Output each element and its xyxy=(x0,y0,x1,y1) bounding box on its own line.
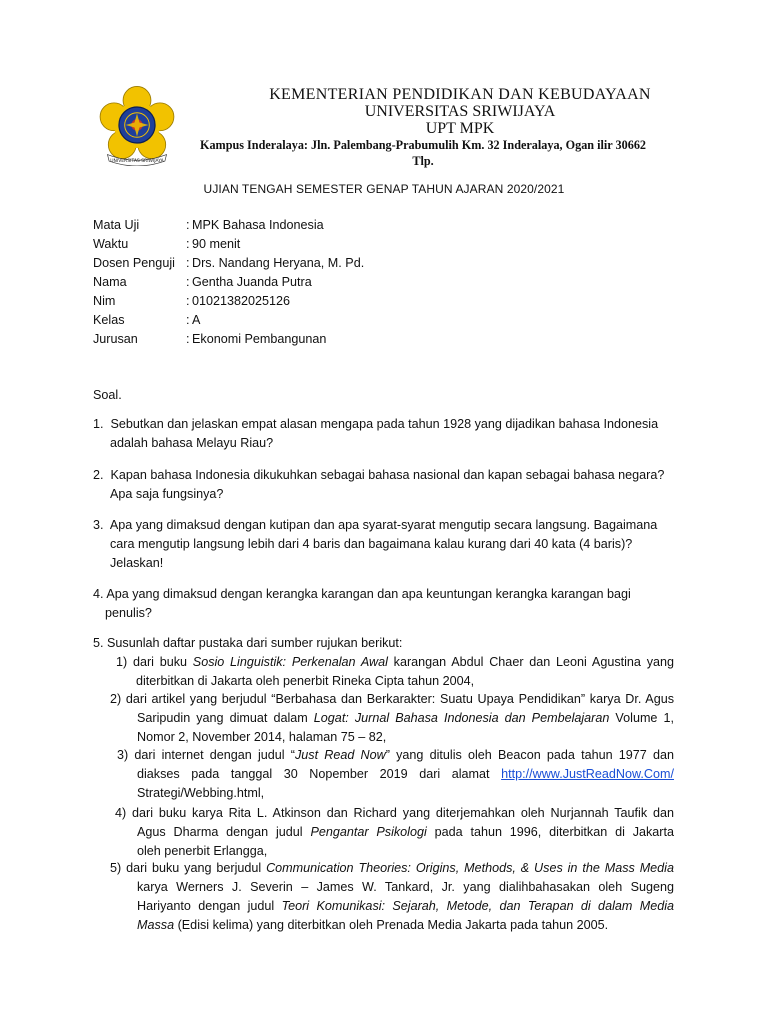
question-text: Kapan bahasa Indonesia dikukuhkan sebagai bahasa nasional dan kapan sebagai bahasa negara? xyxy=(110,468,665,482)
info-separator: : xyxy=(186,275,190,289)
reference-journal: Logat: Jurnal Bahasa Indonesia dan Pembelajaran xyxy=(313,711,610,725)
info-row-class xyxy=(93,311,364,330)
reference-title: Massa xyxy=(137,918,175,932)
question-number: 5. xyxy=(93,636,104,650)
question-number: 2. xyxy=(93,468,104,482)
info-separator: : xyxy=(186,313,190,327)
question-text: Susunlah daftar pustaka dari sumber rujukan berikut: xyxy=(107,636,403,650)
info-value: 01021382025126 xyxy=(192,294,291,308)
reference-text: Volume 1, xyxy=(609,711,674,725)
reference-number: 3) xyxy=(117,748,129,762)
reference-2 xyxy=(110,690,674,747)
reference-number: 4) xyxy=(115,806,127,820)
reference-5 xyxy=(110,859,674,935)
question-number: 4. xyxy=(93,587,104,601)
info-separator: : xyxy=(186,332,190,346)
student-info xyxy=(93,216,364,349)
question-text-cont: penulis? xyxy=(105,606,152,620)
info-label: Nim xyxy=(93,294,116,308)
reference-3 xyxy=(117,746,674,803)
info-label: Jurusan xyxy=(93,332,138,346)
reference-title: Sosio Linguistik: Perkenalan Awal xyxy=(192,655,388,669)
reference-1 xyxy=(116,653,674,691)
info-value: Gentha Juanda Putra xyxy=(192,275,312,289)
question-text: Apa yang dimaksud dengan kerangka karangan dan apa keuntungan kerangka karangan bagi xyxy=(106,587,631,601)
reference-text: karangan Abdul Chaer dan Leoni Agustina yang xyxy=(387,655,674,669)
reference-text-cont: oleh penerbit Erlangga, xyxy=(137,844,268,858)
info-row-name xyxy=(93,273,364,292)
letterhead-ministry: KEMENTERIAN PENDIDIKAN DAN KEBUDAYAAN xyxy=(269,86,651,103)
question-text-cont: Jelaskan! xyxy=(110,556,164,570)
question-5 xyxy=(93,634,402,653)
info-value: A xyxy=(192,313,201,327)
question-text: Sebutkan dan jelaskan empat alasan mengapa pada tahun 1928 yang dijadikan bahasa Indonesia xyxy=(110,417,659,431)
info-value: 90 menit xyxy=(192,237,241,251)
reference-text: dari artikel yang berjudul “Berbahasa dan Berkarakter: Suatu Upaya Pendidikan” karya Dr. Agus xyxy=(125,692,674,706)
reference-text: Saripudin yang dimuat dalam xyxy=(137,711,314,725)
reference-text-cont: karya Werners J. Severin – James W. Tankard, Jr. yang dialihbahasakan oleh Sugeng xyxy=(137,880,674,894)
question-text: Apa yang dimaksud dengan kutipan dan apa syarat-syarat mengutip secara langsung. Bagaimana xyxy=(109,518,658,532)
reference-text-cont: Nomor 2, November 2014, halaman 75 – 82, xyxy=(137,730,387,744)
info-separator: : xyxy=(186,218,190,232)
reference-title: Just Read Now xyxy=(294,748,386,762)
letterhead-university: UNIVERSITAS SRIWIJAYA xyxy=(364,103,556,120)
info-separator: : xyxy=(186,237,190,251)
letterhead-address-line2: Tlp. xyxy=(412,154,434,168)
info-label: Waktu xyxy=(93,237,129,251)
reference-number: 1) xyxy=(116,655,128,669)
reference-title: Communication Theories: Origins, Methods, & Uses in the Mass Media xyxy=(266,861,674,875)
letterhead-address-line1: Kampus Inderalaya: Jln. Palembang-Prabumulih Km. 32 Inderalaya, Ogan ilir 30662 xyxy=(199,138,647,152)
reference-number: 5) xyxy=(110,861,122,875)
info-separator: : xyxy=(186,256,190,270)
question-number: 3. xyxy=(93,518,104,532)
reference-text-cont: Strategi/Webbing.html, xyxy=(137,786,265,800)
question-text-cont: Apa saja fungsinya? xyxy=(110,487,224,501)
university-logo xyxy=(96,84,178,166)
info-row-subject xyxy=(93,216,364,235)
reference-text: dari buku yang berjudul xyxy=(126,861,267,875)
info-label: Mata Uji xyxy=(93,218,140,232)
question-1 xyxy=(93,415,658,453)
reference-text: diakses pada tanggal 30 Nopember 2019 dari alamat xyxy=(137,767,502,781)
logo-ribbon-text: UNIVERSITAS SRIWIJAYA xyxy=(110,158,164,164)
info-label: Kelas xyxy=(93,313,125,327)
info-separator: : xyxy=(186,294,190,308)
info-label: Nama xyxy=(93,275,127,289)
question-3 xyxy=(93,516,657,573)
info-row-nim xyxy=(93,292,364,311)
reference-text: dari buku karya Rita L. Atkinson dan Richard yang diterjemahkan oleh Nurjannah Taufik dan xyxy=(132,806,674,820)
reference-number: 2) xyxy=(110,692,122,706)
questions-heading: Soal. xyxy=(93,388,122,402)
reference-text: Agus Dharma dengan judul xyxy=(137,825,311,839)
question-text-cont: cara mengutip langsung lebih dari 4 baris dan bagaimana kalau kurang dari 40 kata (4 baris)? xyxy=(110,537,633,551)
reference-text: dari buku xyxy=(132,655,193,669)
exam-title: UJIAN TENGAH SEMESTER GENAP TAHUN AJARAN 2020/2021 xyxy=(203,182,565,196)
info-value: Drs. Nandang Heryana, M. Pd. xyxy=(192,256,365,270)
reference-text: dari internet dengan judul “ xyxy=(134,748,295,762)
info-value: MPK Bahasa Indonesia xyxy=(192,218,324,232)
info-row-major xyxy=(93,330,364,349)
question-4 xyxy=(93,585,631,623)
question-number: 1. xyxy=(93,417,104,431)
info-row-examiner xyxy=(93,254,364,273)
reference-text: Hariyanto dengan judul xyxy=(137,899,282,913)
info-value: Ekonomi Pembangunan xyxy=(192,332,327,346)
info-label: Dosen Penguji xyxy=(93,256,175,270)
question-2 xyxy=(93,466,664,504)
question-text-cont: adalah bahasa Melayu Riau? xyxy=(110,436,274,450)
reference-text: (Edisi kelima) yang diterbitkan oleh Prenada Media Jakarta pada tahun 2005. xyxy=(174,918,609,932)
info-row-time xyxy=(93,235,364,254)
reference-title: Pengantar Psikologi xyxy=(310,825,427,839)
letterhead-unit: UPT MPK xyxy=(425,120,495,137)
reference-text: ” yang ditulis oleh Beacon pada tahun 1977 dan xyxy=(385,748,675,762)
letterhead-address xyxy=(184,137,662,169)
reference-url-link[interactable]: http://www.JustReadNow.Com/ xyxy=(501,767,674,781)
reference-4 xyxy=(115,804,674,861)
reference-title: Teori Komunikasi: Sejarah, Metode, dan Terapan di dalam Media xyxy=(281,899,675,913)
reference-text: pada tahun 1996, diterbitkan di Jakarta xyxy=(426,825,674,839)
reference-text-cont: diterbitkan di Jakarta oleh penerbit Rineka Cipta tahun 2004, xyxy=(136,674,475,688)
